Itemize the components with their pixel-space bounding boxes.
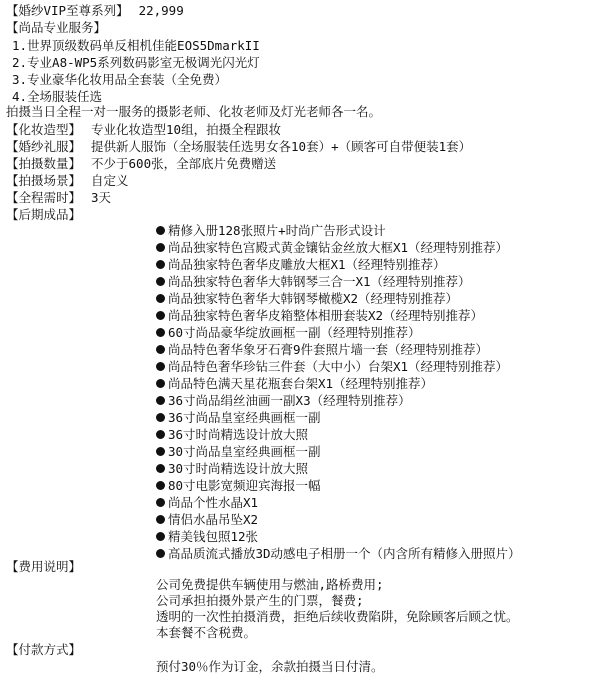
package-price: 22,999 — [138, 3, 184, 18]
detail-row-scenes — [6, 172, 129, 189]
product-item-text: 30寸时尚精选设计放大照 — [168, 461, 309, 476]
detail-row-gowns — [6, 138, 471, 155]
bullet-icon — [156, 226, 165, 235]
product-item-text: 尚品独家特色奢华大韩钢琴三合一X1（经理特别推荐） — [168, 274, 471, 289]
product-item-text: 情侣水晶吊坠X2 — [168, 512, 259, 527]
bullet-icon — [156, 260, 165, 269]
product-item-text: 尚品特色满天星花瓶套台架X1（经理特别推荐） — [168, 376, 434, 391]
bullet-icon — [156, 311, 165, 320]
product-item-text: 尚品独家特色奢华皮箱整体相册套装X2（经理特别推荐） — [168, 308, 484, 323]
service-item: 2.专业A8-WP5系列数码影室无极调光闪光灯 — [12, 55, 260, 70]
fees-header: 【费用说明】 — [6, 559, 82, 574]
product-item — [156, 426, 308, 443]
bullet-icon — [156, 243, 165, 252]
payment-text: 预付30％作为订金，余款拍摄当日付清。 — [156, 659, 384, 674]
product-item-text: 精修入册128张照片+时尚广告形式设计 — [168, 223, 386, 238]
service-item: 1.世界顶级数码单反相机佳能EOS5DmarkII — [12, 38, 260, 53]
product-item — [156, 511, 258, 528]
product-item — [156, 358, 508, 375]
payment-header: 【付款方式】 — [6, 642, 82, 657]
product-item — [156, 222, 386, 239]
product-item — [156, 443, 321, 460]
bullet-icon — [156, 294, 165, 303]
detail-value: 提供新人服饰（全场服装任选男女各10套）+（顾客可自带便装1套） — [91, 139, 472, 154]
product-item-text: 60寸尚品豪华绽放画框一副（经理特别推荐） — [168, 325, 421, 340]
bullet-icon — [156, 515, 165, 524]
product-item — [156, 290, 458, 307]
product-item-text: 80寸电影宽频迎宾海报一幅 — [168, 478, 321, 493]
detail-value: 不少于600张，全部底片免费赠送 — [91, 156, 277, 171]
bullet-icon — [156, 328, 165, 337]
package-title-label: 【婚纱VIP至尊系列】 — [6, 3, 129, 18]
services-header: 【尚品专业服务】 — [6, 20, 107, 35]
bullet-icon — [156, 447, 165, 456]
fee-line: 透明的一次性拍摄消费，拒绝后续收费陷阱，免除顾客后顾之忧。 — [156, 609, 519, 624]
product-item — [156, 256, 446, 273]
product-item-text: 尚品独家特色宫殿式黄金镶钻金丝放大框X1（经理特别推荐） — [168, 240, 509, 255]
service-item: 3.专业豪华化妆用品全套装（全免费） — [12, 72, 228, 87]
package-title — [6, 2, 184, 19]
product-item — [156, 307, 483, 324]
products-header: 【后期成品】 — [6, 207, 82, 222]
product-item-text: 尚品独家特色奢华大韩钢琴橄榄X2（经理特别推荐） — [168, 291, 459, 306]
bullet-icon — [156, 277, 165, 286]
detail-value: 专业化妆造型10组，拍摄全程跟妆 — [91, 122, 282, 137]
bullet-icon — [156, 379, 165, 388]
product-item — [156, 494, 258, 511]
bullet-icon — [156, 464, 165, 473]
detail-row-duration — [6, 189, 111, 206]
bullet-icon — [156, 498, 165, 507]
bullet-icon — [156, 549, 165, 558]
detail-label: 【化妆造型】 — [6, 122, 82, 137]
product-item — [156, 273, 471, 290]
product-item — [156, 239, 508, 256]
product-item-text: 精美钱包照12张 — [168, 529, 259, 544]
bullet-icon — [156, 481, 165, 490]
detail-row-makeup — [6, 121, 281, 138]
product-item — [156, 477, 321, 494]
product-item — [156, 545, 521, 562]
product-item — [156, 392, 411, 409]
detail-value: 3天 — [91, 190, 112, 205]
product-item — [156, 409, 321, 426]
product-item-text: 36寸时尚精选设计放大照 — [168, 427, 309, 442]
bullet-icon — [156, 362, 165, 371]
bullet-icon — [156, 396, 165, 405]
product-item-text: 尚品独家特色奢华皮雕放大框X1（经理特别推荐） — [168, 257, 446, 272]
product-item-text: 尚品个性水晶X1 — [168, 495, 259, 510]
detail-row-quantity — [6, 155, 276, 172]
fee-line: 本套餐不含税费。 — [156, 625, 257, 640]
fee-line: 公司免费提供车辆使用与燃油,路桥费用; — [156, 577, 384, 592]
product-item — [156, 528, 258, 545]
detail-value: 自定义 — [91, 173, 129, 188]
bullet-icon — [156, 532, 165, 541]
product-item-text: 36寸尚品绢丝油画一副X3（经理特别推荐） — [168, 393, 411, 408]
bullet-icon — [156, 430, 165, 439]
product-item-text: 尚品特色奢华象牙石膏9件套照片墙一套（经理特别推荐） — [168, 342, 489, 357]
detail-label: 【全程需时】 — [6, 190, 82, 205]
fee-line: 公司承担拍摄外景产生的门票，餐费; — [156, 593, 364, 608]
detail-label: 【拍摄场景】 — [6, 173, 82, 188]
product-item-text: 30寸尚品皇室经典画框一副 — [168, 444, 321, 459]
bullet-icon — [156, 345, 165, 354]
services-note: 拍摄当日全程一对一服务的摄影老师、化妆老师及灯光老师各一名。 — [6, 104, 382, 119]
product-item-text: 高品质流式播放3D动感电子相册一个（内含所有精修入册照片） — [168, 546, 521, 561]
product-item — [156, 324, 421, 341]
product-item-text: 尚品特色奢华珍钻三件套（大中小）台架X1（经理特别推荐） — [168, 359, 509, 374]
detail-label: 【婚纱礼服】 — [6, 139, 82, 154]
product-item-text: 36寸尚品皇室经典画框一副 — [168, 410, 321, 425]
product-item — [156, 341, 488, 358]
detail-label: 【拍摄数量】 — [6, 156, 82, 171]
service-item: 4.全场服装任选 — [12, 89, 103, 104]
bullet-icon — [156, 413, 165, 422]
product-item — [156, 375, 433, 392]
product-item — [156, 460, 308, 477]
